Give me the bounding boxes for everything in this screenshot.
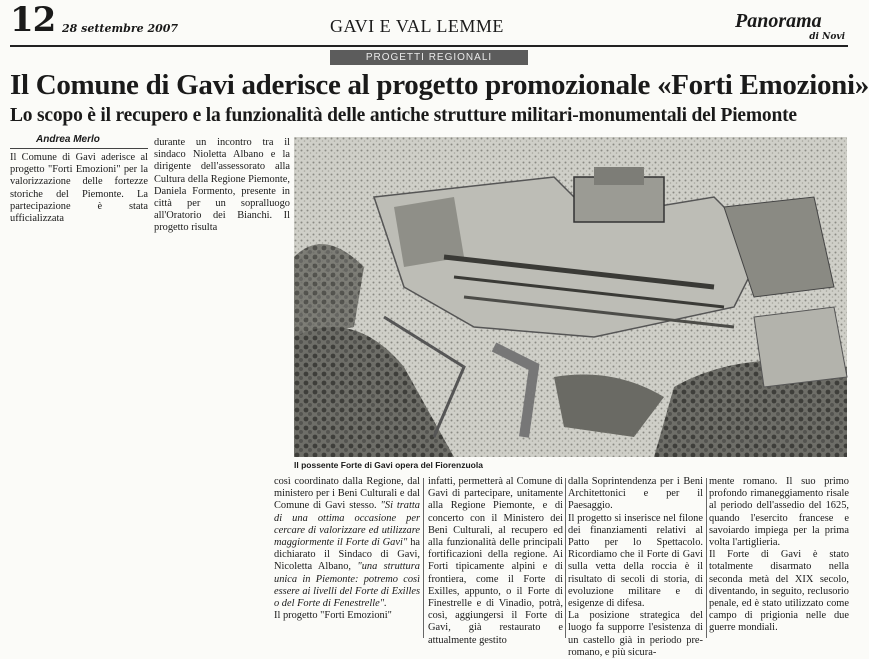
paragraph: mente romano. Il suo primo profondo rimaneggiamento risale al periodo dell'assedio del 1625, quando l'esercito francese e savoiardo impiega per la prima volta l'artiglieria. (709, 476, 849, 549)
quote: "una struttura unica in Piemonte: potremo così essere ai livelli del Forte di Exilles o del Forte di Fenestrelle". (274, 561, 420, 610)
logo-subtitle: di Novi (809, 32, 845, 42)
text-column-4 (428, 476, 563, 646)
text-run: ha dichiarato il Sindaco di Gavi, Nicoletta Albano, (274, 537, 420, 573)
article-subheadline: Lo scopo è il recupero e la funzionalità delle antiche strutture militari-monumentali del Piemonte (10, 105, 797, 126)
text-run: così coordinato dalla Regione, dal ministero per i Beni Culturali e dal Comune di Gavi stesso. (274, 476, 420, 512)
section-title: GAVI E VAL LEMME (330, 16, 504, 36)
photo-caption: Il possente Forte di Gavi opera del Fiorenzuola (294, 460, 483, 470)
paragraph: Il Comune di Gavi aderisce al progetto "Forti Emozioni" per la valorizzazione delle fortezze storiche del Piemonte. La partecipazione è stata ufficializzata (10, 152, 148, 225)
paragraph: infatti, permetterà al Comune di Gavi di partecipare, unitamente alla Regione Piemonte, e di concerto con il Ministero dei Beni Culturali, al recupero ed alla funzionalità delle principali fortificazioni della regione. Ai Forti tipicamente alpini e di frontiera, come il Forte di Exilles, appunto, o il Forte di Finestrelle e di Vinadio, potrà, così, aggiungersi il Forte di Gavi, già restaurato e attualmente gestito (428, 476, 563, 646)
text-column-5 (568, 476, 703, 658)
rubric-label: PROGETTI REGIONALI (330, 50, 528, 65)
paragraph: durante un incontro tra il sindaco Nioletta Albano e la dirigente dell'assessorato alla Cultura della Regione Piemonte, Daniela Formento, presente in città per un sopralluogo all'Oratorio dei Bianchi. Il progetto risulta (154, 137, 290, 234)
logo-word: Panorama (735, 10, 822, 32)
column-divider (706, 478, 707, 638)
text-column-3 (274, 476, 420, 642)
newspaper-logo (735, 10, 847, 42)
paragraph: La posizione strategica del luogo fa supporre l'esistenza di un castello già in periodo pre-romano, e più sicura- (568, 610, 703, 658)
paragraph: dalla Soprintendenza per i Beni Architettonici e per il Paesaggio. (568, 476, 703, 512)
page-number: 12 (10, 0, 56, 40)
text-column-2 (154, 137, 290, 237)
header-rule (10, 45, 848, 47)
text-column-6 (709, 476, 849, 642)
quote: "Si tratta di una ottima occasione per cercare di valorizzare ed utilizzare maggiormente il Forte di Gavi" (274, 500, 420, 549)
fort-photo (294, 137, 847, 457)
paragraph: Il progetto si inserisce nel filone dei finanziamenti relativi al Patto per lo Spettacolo. Ricordiamo che il Forte di Gavi sulla vetta della roccia è il risultato di secoli di storia, di evoluzione militare e di esigenze di difesa. (568, 512, 703, 610)
issue-date: 28 settembre 2007 (62, 22, 179, 35)
text-column-1 (10, 152, 148, 232)
paragraph (274, 476, 420, 610)
paragraph: Il progetto "Forti Emozioni" (274, 610, 392, 622)
paragraph: Il Forte di Gavi è stato totalmente disarmato nella seconda metà del XIX secolo, diventando, in seguito, reclusorio penale, ed è stato utilizzato come campo di prigionia nelle due guerre mondiali. (709, 549, 849, 634)
column-divider (423, 478, 424, 638)
byline: Andrea Merlo (36, 134, 100, 145)
column-divider (565, 478, 566, 638)
article-headline: Il Comune di Gavi aderisce al progetto promozionale «Forti Emozioni» (10, 69, 869, 101)
byline-rule (10, 148, 148, 149)
fort-aerial-image (294, 137, 847, 457)
